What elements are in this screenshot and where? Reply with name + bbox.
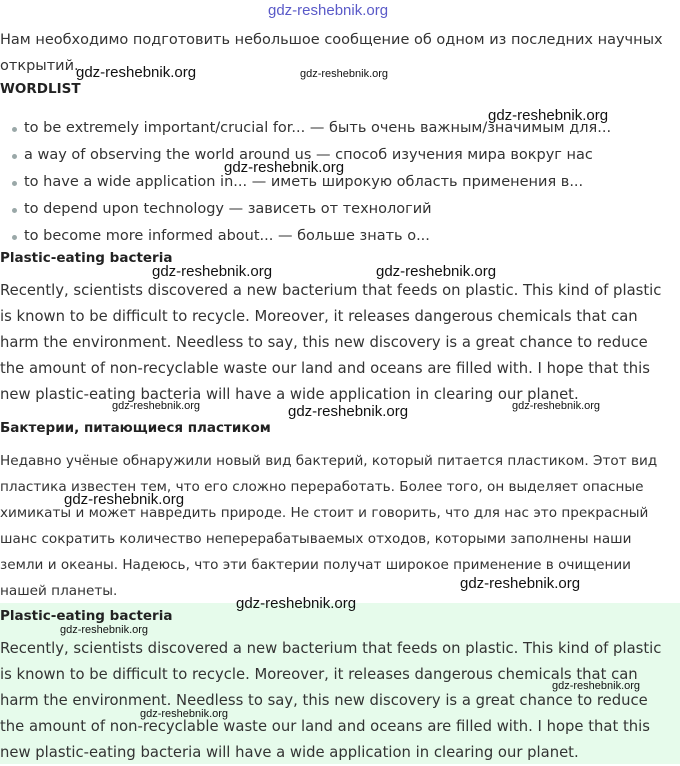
wordlist (0, 116, 611, 251)
list-item-text: to become more informed about... — больше знать о... (24, 228, 430, 244)
watermark: gdz-reshebnik.org (224, 159, 345, 176)
list-item-text: to depend upon technology — зависеть от технологий (24, 201, 432, 217)
list-item (0, 197, 611, 224)
watermark: gdz-reshebnik.org (112, 400, 201, 412)
wordlist-heading: WORDLIST (0, 81, 81, 97)
bullet-icon (12, 154, 17, 159)
english-title: Plastic-eating bacteria (0, 250, 173, 266)
russian-text: Недавно учёные обнаружили новый вид бактерий, который питается пластиком. Этот вид пластика известен тем, что его сложно переработать. Более того, он выделяет опасные химикаты и может навредить природе. Не стоит и говорить, что для нас это прекрасный шанс сократить количество неперерабатываемых отходов, которыми заполнены наши земли и океаны. Надеюсь, что эти бактерии получат широкое применение в очищении нашей планеты. (0, 453, 658, 599)
watermark: gdz-reshebnik.org (300, 68, 389, 80)
bullet-icon (12, 181, 17, 186)
watermark: gdz-reshebnik.org (512, 400, 601, 412)
watermark: gdz-reshebnik.org (552, 680, 641, 692)
list-item-text: to have a wide application in... — иметь широкую область применения в... (24, 174, 584, 190)
bullet-icon (12, 235, 17, 240)
bullet-icon (12, 208, 17, 213)
list-item-text: a way of observing the world around us — способ изучения мира вокруг нас (24, 147, 593, 163)
intro-text: Нам необходимо подготовить небольшое сообщение об одном из последних научных открытий. (0, 32, 663, 74)
watermark: gdz-reshebnik.org (152, 263, 273, 280)
watermark: gdz-reshebnik.org (60, 624, 149, 636)
watermark: gdz-reshebnik.org (288, 403, 409, 420)
watermark: gdz-reshebnik.org (488, 107, 609, 124)
answer-title: Plastic-eating bacteria (0, 608, 173, 624)
site-watermark-top[interactable]: gdz-reshebnik.org (268, 2, 389, 19)
english-text: Recently, scientists discovered a new bacterium that feeds on plastic. This kind of plastic is known to be difficult to recycle. Moreover, it releases dangerous chemicals that can harm the environment. Needless to say, this new discovery is a great chance to reduce the amount of non-recyclable waste our land and oceans are filled with. I hope that this new plastic-eating bacteria will have a wide application in clearing our planet. (0, 282, 662, 403)
list-item (0, 224, 611, 251)
watermark: gdz-reshebnik.org (140, 708, 229, 720)
watermark: gdz-reshebnik.org (236, 595, 357, 612)
watermark: gdz-reshebnik.org (64, 491, 185, 508)
bullet-icon (12, 127, 17, 132)
list-item-text: to be extremely important/crucial for... — быть очень важным/значимым для... (24, 120, 612, 136)
russian-title: Бактерии, питающиеся пластиком (0, 420, 271, 436)
watermark: gdz-reshebnik.org (76, 64, 197, 81)
watermark: gdz-reshebnik.org (460, 575, 581, 592)
answer-text: Recently, scientists discovered a new bacterium that feeds on plastic. This kind of plastic is known to be difficult to recycle. Moreover, it releases dangerous chemicals that can harm the environment. Needless to say, this new discovery is a great chance to reduce the amount of non-recyclable waste our land and oceans are filled with. I hope that this new plastic-eating bacteria will have a wide application in clearing our planet. (0, 640, 662, 761)
watermark: gdz-reshebnik.org (376, 263, 497, 280)
